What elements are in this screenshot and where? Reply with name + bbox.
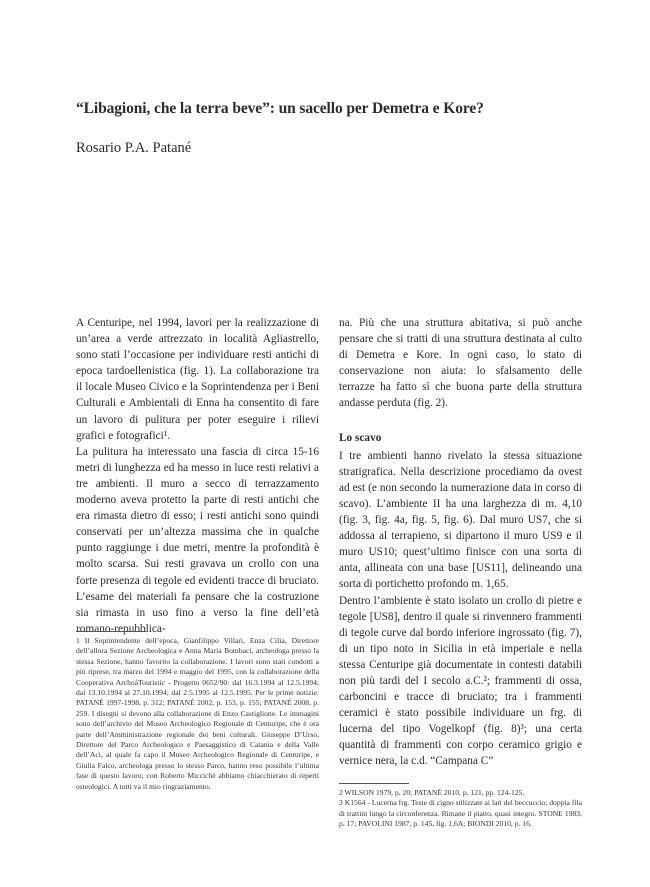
right-column — [339, 315, 582, 770]
footnote-separator — [76, 631, 146, 632]
body-paragraph: na. Più che una struttura abitativa, si può anche pensare che si tratti di una struttura destinata al culto di Demetra e Kore. In ogni caso, lo stato di conservazione non aiuta: lo sfalsamento delle terrazze ha fatto sì che buona parte della struttura andasse perduta (fig. 2). — [339, 317, 582, 410]
body-paragraph: Dentro l’ambiente è stato isolato un crollo di pietre e tegole [US8], dentro il quale si rinvennero frammenti di tegole curve dal bordo inferiore ingrossato (fig. 7), di un tipo noto in Sicilia in età imperiale e nella stessa Centuripe già documentate in contesti databili non più tardi del I secolo a.C.²; frammenti di ossa, carboncini e tracce di bruciato; tra i frammenti ceramici è stato possibile individuare un frg. di lucerna del tipo Vogelkopf (fig. 8)³; una certa quantità di frammenti con corpo ceramico grigio e vernice nera, la c.d. “Campana C” — [339, 594, 582, 768]
article-author: Rosario P.A. Patané — [76, 140, 192, 156]
footnote: 3 K1564 - Lucerna frg. Teste di cigno stilizzate ai lati del beccuccio; doppia fila di trattini lungo la circonferenza. Rimane il piatto, quasi integro. STONE 1983, p. 17; PAVOLINI 1987, p. 145, fig. 1,6A; BIONDI 2010, p. 16. — [339, 798, 582, 829]
footnote: 2 WILSON 1979, p. 20; PATANÉ 2010, p. 121, pp. 124-125. — [339, 788, 525, 797]
body-paragraph: La pulitura ha interessato una fascia di circa 15-16 metri di lunghezza ed ha messo in luce resti relativi a tre ambienti. Il muro a secco di terrazzamento moderno aveva protetto la parte di resti antichi che era rimasta dietro di esso; i resti antichi sono quindi conservati per un’altezza massima che in qualche punto raggiunge i due metri, mentre la profondità è molto scarsa. Sui resti gravava un crollo con una forte presenza di tegole ed evidenti tracce di bruciato. L’esame dei materiali fa pensare che la costruzione sia rimasta in uso fino a verso la fine dell’età romano-repubblica- — [76, 445, 319, 635]
article-title: “Libagioni, che la terra beve”: un sacello per Demetra e Kore? — [76, 100, 484, 117]
footnote: 1 Il Soprintendente dell’epoca, Gianfilippo Villari, Enza Cilia, Direttore dell’allora Sezione Archeologica e Anna Maria Bombaci, archeologa presso la stessa Sezione, hanno favorito la collaborazione. I lavori sono stati condotti a più riprese, tra marzo del 1994 e maggio del 1995, con la collaborazione della Cooperativa ArchoåTouristic - Progetto 0652/90: dal 16.3.1994 al 12.5.1994; dal 13.10.1994 al 27.10.1994; dal 2.5.1995 al 12.5.1995. Per le prime notizie: PATANÉ 1997-1998, p. 312; PATANÉ 2002, p. 153, p. 155; PATANÉ 2008, p. 259. I disegni si devono alla collaborazione di Enzo Castiglione. Le immagini sono dell’archivio del Museo Archeologico Regionale di Centuripe, che è ora parte dell’Amministrazione regionale dei beni culturali. Giuseppe D’Urso, Direttore del Parco Archeologico e Paesaggistico di Catania e della Valle dell’Aci, al quale fa capo il Museo Archeologico Regionale di Centuripe, e Giulia Falco, archeologa presso lo stesso Parco, hanno reso possibile l’ultima fase di questo lavoro; con Roberto Miccichè abbiamo chiacchierato di reperti osteologici. A tutti va il mio ringraziamento. — [76, 636, 319, 791]
body-paragraph: I tre ambienti hanno rivelato la stessa situazione stratigrafica. Nella descrizione procediamo da ovest ad est (e non secondo la numerazione data in corso di scavo). L’ambiente II ha una larghezza di m. 4,10 (fig. 3, fig. 4a, fig. 5, fig. 6). Dal muro US7, che si addossa al terrapieno, si dipartono il muro US9 e il muro US10; quest’ultimo finisce con una sorta di anta, allineata con una base [US11], delineando una sorta di portichetto profondo m. 1,65. — [339, 449, 582, 591]
section-heading: Lo scavo — [339, 431, 382, 444]
footnote-separator — [339, 783, 409, 784]
footnotes-left — [76, 636, 319, 792]
footnotes-right — [339, 788, 582, 830]
body-paragraph: A Centuripe, nel 1994, lavori per la realizzazione di un’area a verde attrezzato in località Agliastrello, sono stati l’occasione per individuare resti antichi di epoca tardoellenistica (fig. 1). La collaborazione tra il locale Museo Civico e la Soprintendenza per i Beni Culturali e Ambientali di Enna ha consentito di fare un lavoro di pulitura per poter eseguire i rilievi grafici e fotografici¹. — [76, 317, 319, 442]
left-column — [76, 315, 319, 637]
